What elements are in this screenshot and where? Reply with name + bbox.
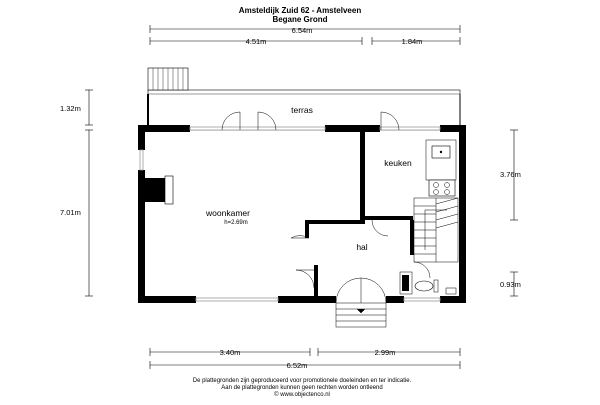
right-dimension-upper	[500, 130, 521, 220]
room-label-woonkamer: woonkamer	[206, 208, 250, 218]
disclaimer-line-2: Aan de plattegronden kunnen geen rechten worden ontleend	[221, 385, 383, 391]
left-dimension-upper	[60, 90, 93, 125]
fireplace	[145, 176, 173, 204]
floor-name: Begane Grond	[272, 15, 328, 24]
dimension-label: 3.76m	[500, 170, 521, 179]
toilet	[400, 272, 456, 294]
right-dimension-lower	[500, 272, 521, 296]
bottom-dimension-total	[150, 361, 460, 370]
bottom-dimension-left	[150, 348, 310, 357]
room-label-keuken: keuken	[384, 158, 412, 168]
left-dimension-main	[60, 130, 93, 296]
copyright: © www.objectenco.nl	[274, 392, 330, 398]
room-label-terras: terras	[291, 105, 313, 115]
dimension-label: 4.51m	[245, 37, 267, 46]
dimension-label: 1.32m	[60, 104, 81, 113]
dimension-label: 2.99m	[374, 348, 396, 357]
dimension-label: 1.84m	[401, 37, 423, 46]
kitchen-fixtures	[426, 140, 456, 196]
top-dimension-total	[150, 25, 460, 35]
disclaimer-line-1: De plattegronden zijn geproduceerd voor promotionele doeleinden en ter indicatie.	[192, 378, 412, 384]
top-dimension-left	[150, 37, 362, 46]
entrance-steps	[336, 303, 386, 327]
dimension-label: 7.01m	[60, 208, 81, 217]
staircase	[414, 198, 458, 262]
windows	[140, 127, 440, 301]
bottom-dimension-right	[318, 348, 460, 357]
dimension-label: 6.52m	[286, 361, 308, 370]
plan-title: Amsteldijk Zuid 62 - Amstelveen	[238, 6, 362, 15]
dimension-label: 0.93m	[500, 280, 521, 289]
top-dimension-right	[372, 37, 460, 46]
terrace	[148, 68, 460, 130]
dimension-label: 6.54m	[291, 26, 313, 35]
doors	[222, 112, 430, 303]
room-label-hal: hal	[356, 242, 368, 252]
room-height: h=2.69m	[224, 220, 248, 226]
dimension-label: 3.40m	[219, 348, 241, 357]
